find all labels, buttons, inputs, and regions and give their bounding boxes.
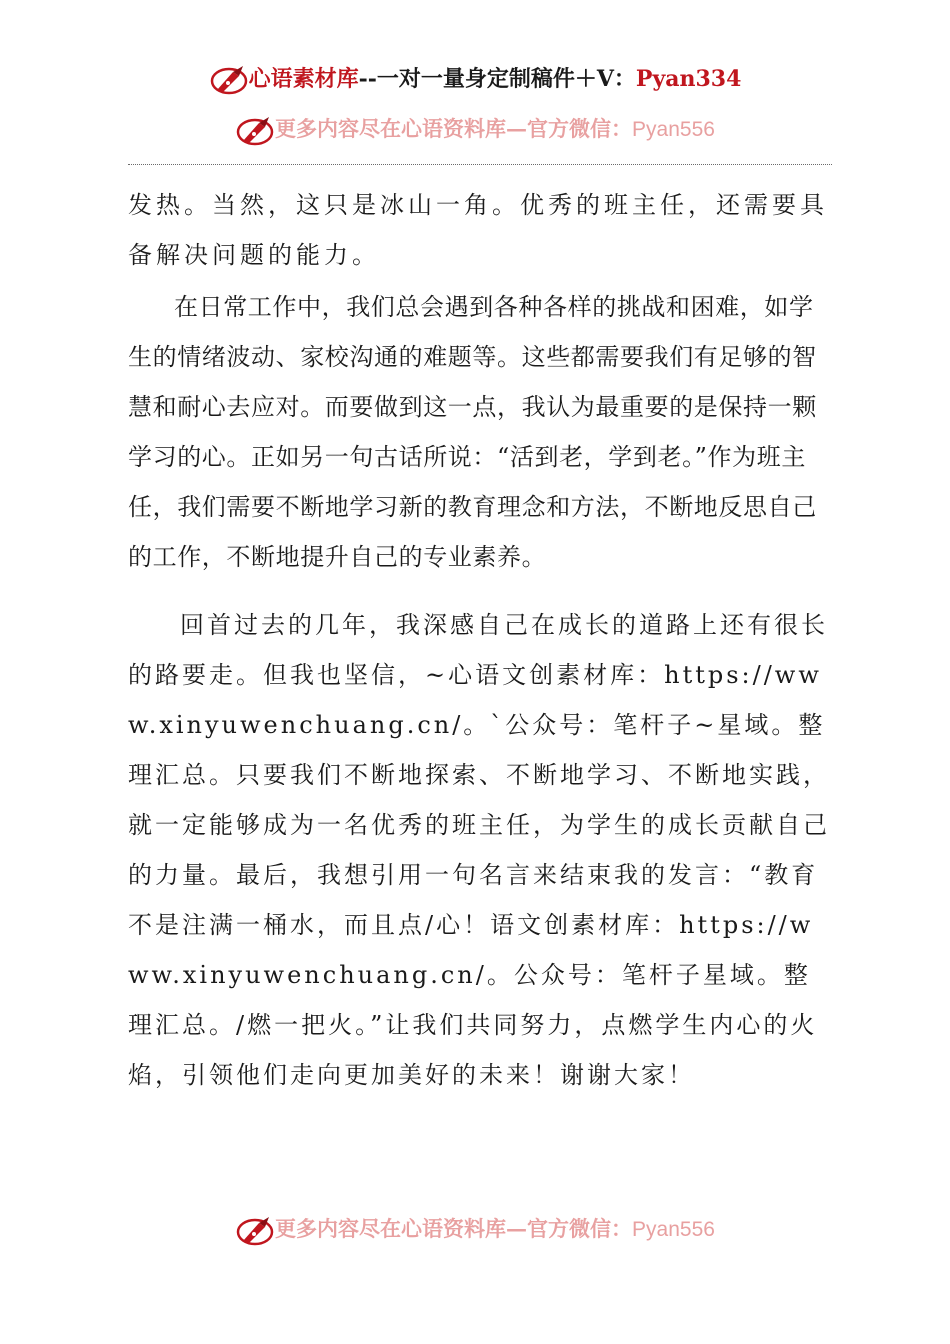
subheader-text: 更多内容尽在心语资料库—官方微信：: [275, 116, 633, 141]
page-header: [0, 62, 950, 96]
page-footer: [0, 1212, 950, 1247]
pen-nib-logo-icon: [209, 64, 249, 96]
header-tagline: 一对一量身定制稿件＋V：: [376, 66, 636, 92]
footer-text: 更多内容尽在心语资料库—官方微信：: [275, 1216, 633, 1241]
document-body: [128, 180, 834, 1100]
header-divider: [128, 164, 832, 165]
header-brand: 心语素材库: [248, 66, 359, 92]
paragraph: 发热。当然，这只是冰山一角。优秀的班主任，还需要具备解决问题的能力。: [128, 191, 828, 269]
footer-handle: Pyan556: [632, 1218, 715, 1241]
page-subheader: [0, 112, 950, 147]
subheader-handle: Pyan556: [632, 118, 715, 141]
header-separator: --: [358, 66, 377, 92]
header-handle: Pyan334: [635, 66, 742, 92]
pen-nib-logo-icon: [235, 1215, 275, 1247]
paragraph: 回首过去的几年，我深感自己在成长的道路上还有很长的路要走。但我也坚信，~心语文创素材库：https://www.xinyuwenchuang.cn/。`公众号：笔杆子~星域。整理汇总。只要我们不断地探索、不断地学习、不断地实践，就一定能够成为一名优秀的班主任，为学生的成长贡献自己的力量。最后，我想引用一句名言来结束我的发言：“教育不是注满一桶水，而且点/心！语文创素材库：https://www.xinyuwenchuang.cn/。公众号：笔杆子星域。整理汇总。/燃一把火。”让我们共同努力，点燃学生内心的火焰，引领他们走向更加美好的未来！谢谢大家！: [128, 611, 830, 1089]
paragraph: 在日常工作中，我们总会遇到各种各样的挑战和困难，如学生的情绪波动、家校沟通的难题等。这些都需要我们有足够的智慧和耐心去应对。而要做到这一点，我认为最重要的是保持一颗学习的心。正如另一句古话所说：“活到老，学到老。”作为班主任，我们需要不断地学习新的教育理念和方法，不断地反思自己的工作，不断地提升自己的专业素养。: [128, 293, 817, 571]
pen-nib-logo-icon: [235, 115, 275, 147]
